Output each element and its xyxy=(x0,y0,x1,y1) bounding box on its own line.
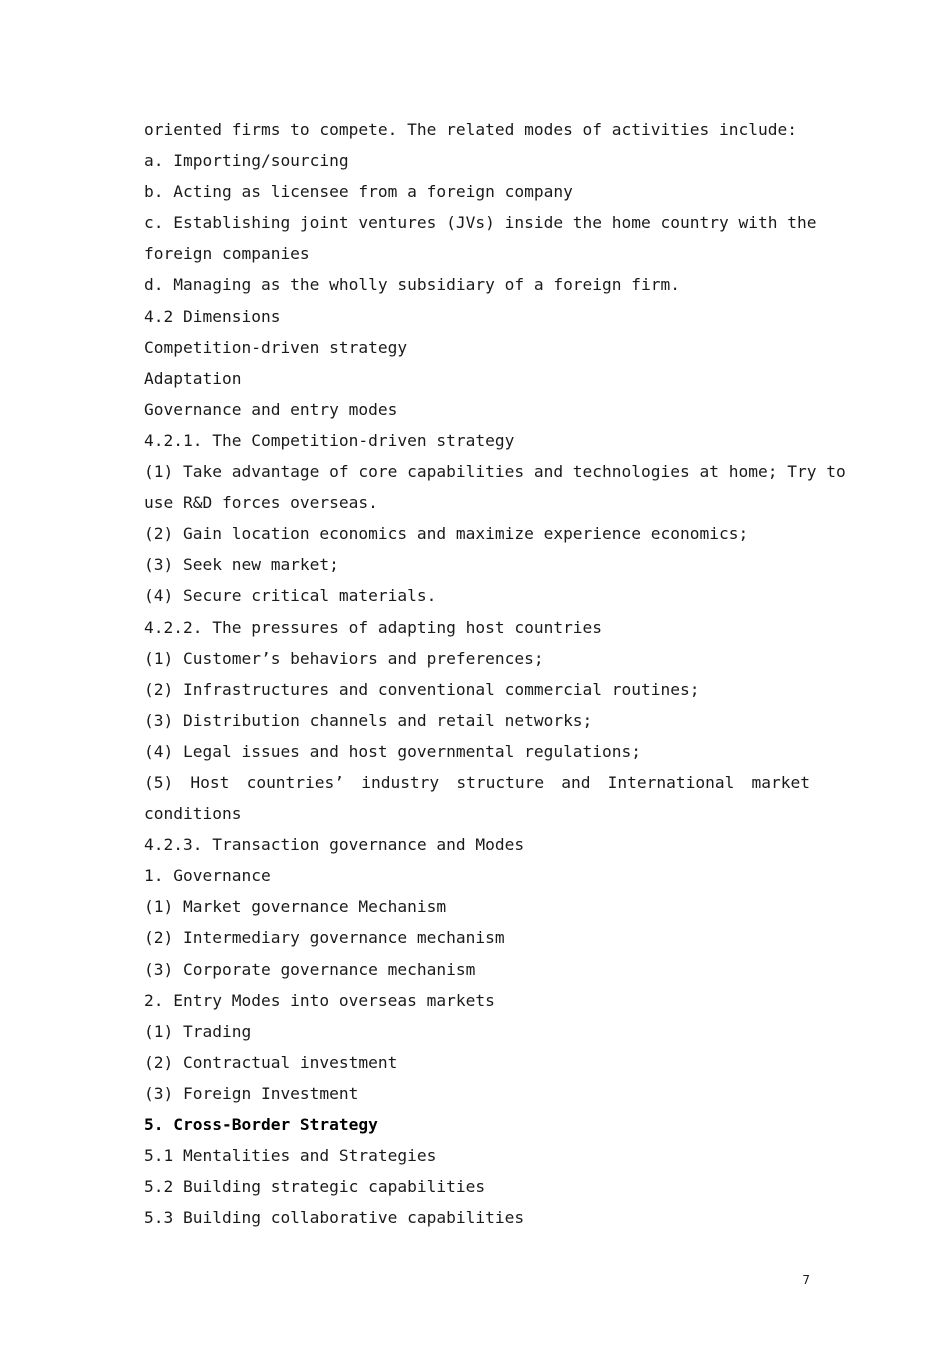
document-body xyxy=(144,114,846,1233)
subheading: 1. Governance xyxy=(144,866,271,886)
text-line: use R&D forces overseas. xyxy=(144,493,378,513)
list-item: (1) Trading xyxy=(144,1021,252,1041)
section-heading: 4.2.3. Transaction governance and Modes xyxy=(144,835,525,855)
text-line: Governance and entry modes xyxy=(144,399,398,419)
section-heading: 4.2 Dimensions xyxy=(144,306,281,326)
subheading: 2. Entry Modes into overseas markets xyxy=(144,990,495,1010)
text-line: Competition-driven strategy xyxy=(144,337,408,357)
list-item: (1) Market governance Mechanism xyxy=(144,897,447,917)
list-item: (2) Intermediary governance mechanism xyxy=(144,928,505,948)
list-item: (3) Corporate governance mechanism xyxy=(144,959,476,979)
list-item: b. Acting as licensee from a foreign company xyxy=(144,182,573,202)
section-heading: 5.2 Building strategic capabilities xyxy=(144,1177,486,1197)
list-item: (3) Seek new market; xyxy=(144,555,339,575)
chapter-heading: 5. Cross-Border Strategy xyxy=(144,1115,378,1134)
list-item: (3) Distribution channels and retail networks; xyxy=(144,710,593,730)
page-number: 7 xyxy=(802,1273,810,1287)
section-heading: 4.2.1. The Competition-driven strategy xyxy=(144,430,515,450)
text-line: Adaptation xyxy=(144,368,242,388)
list-item: (5) Host countries’ industry structure and International market xyxy=(144,772,810,792)
section-heading: 5.3 Building collaborative capabilities xyxy=(144,1208,525,1228)
list-item: c. Establishing joint ventures (JVs) inside the home country with the xyxy=(144,213,817,233)
list-item: (4) Secure critical materials. xyxy=(144,586,437,606)
list-item: (1) Take advantage of core capabilities and technologies at home; Try to xyxy=(144,462,846,482)
section-heading: 5.1 Mentalities and Strategies xyxy=(144,1146,437,1166)
list-item: a. Importing/sourcing xyxy=(144,151,349,171)
list-item: (1) Customer’s behaviors and preferences; xyxy=(144,648,544,668)
list-item: (2) Infrastructures and conventional commercial routines; xyxy=(144,679,700,699)
text-line: conditions xyxy=(144,804,242,824)
list-item: (3) Foreign Investment xyxy=(144,1083,359,1103)
text-line: foreign companies xyxy=(144,244,310,264)
text-line: oriented firms to compete. The related modes of activities include: xyxy=(144,120,797,139)
section-heading: 4.2.2. The pressures of adapting host countries xyxy=(144,617,603,637)
list-item: (2) Gain location economics and maximize experience economics; xyxy=(144,524,749,544)
list-item: (2) Contractual investment xyxy=(144,1052,398,1072)
list-item: d. Managing as the wholly subsidiary of a foreign firm. xyxy=(144,275,681,295)
list-item: (4) Legal issues and host governmental regulations; xyxy=(144,741,642,761)
